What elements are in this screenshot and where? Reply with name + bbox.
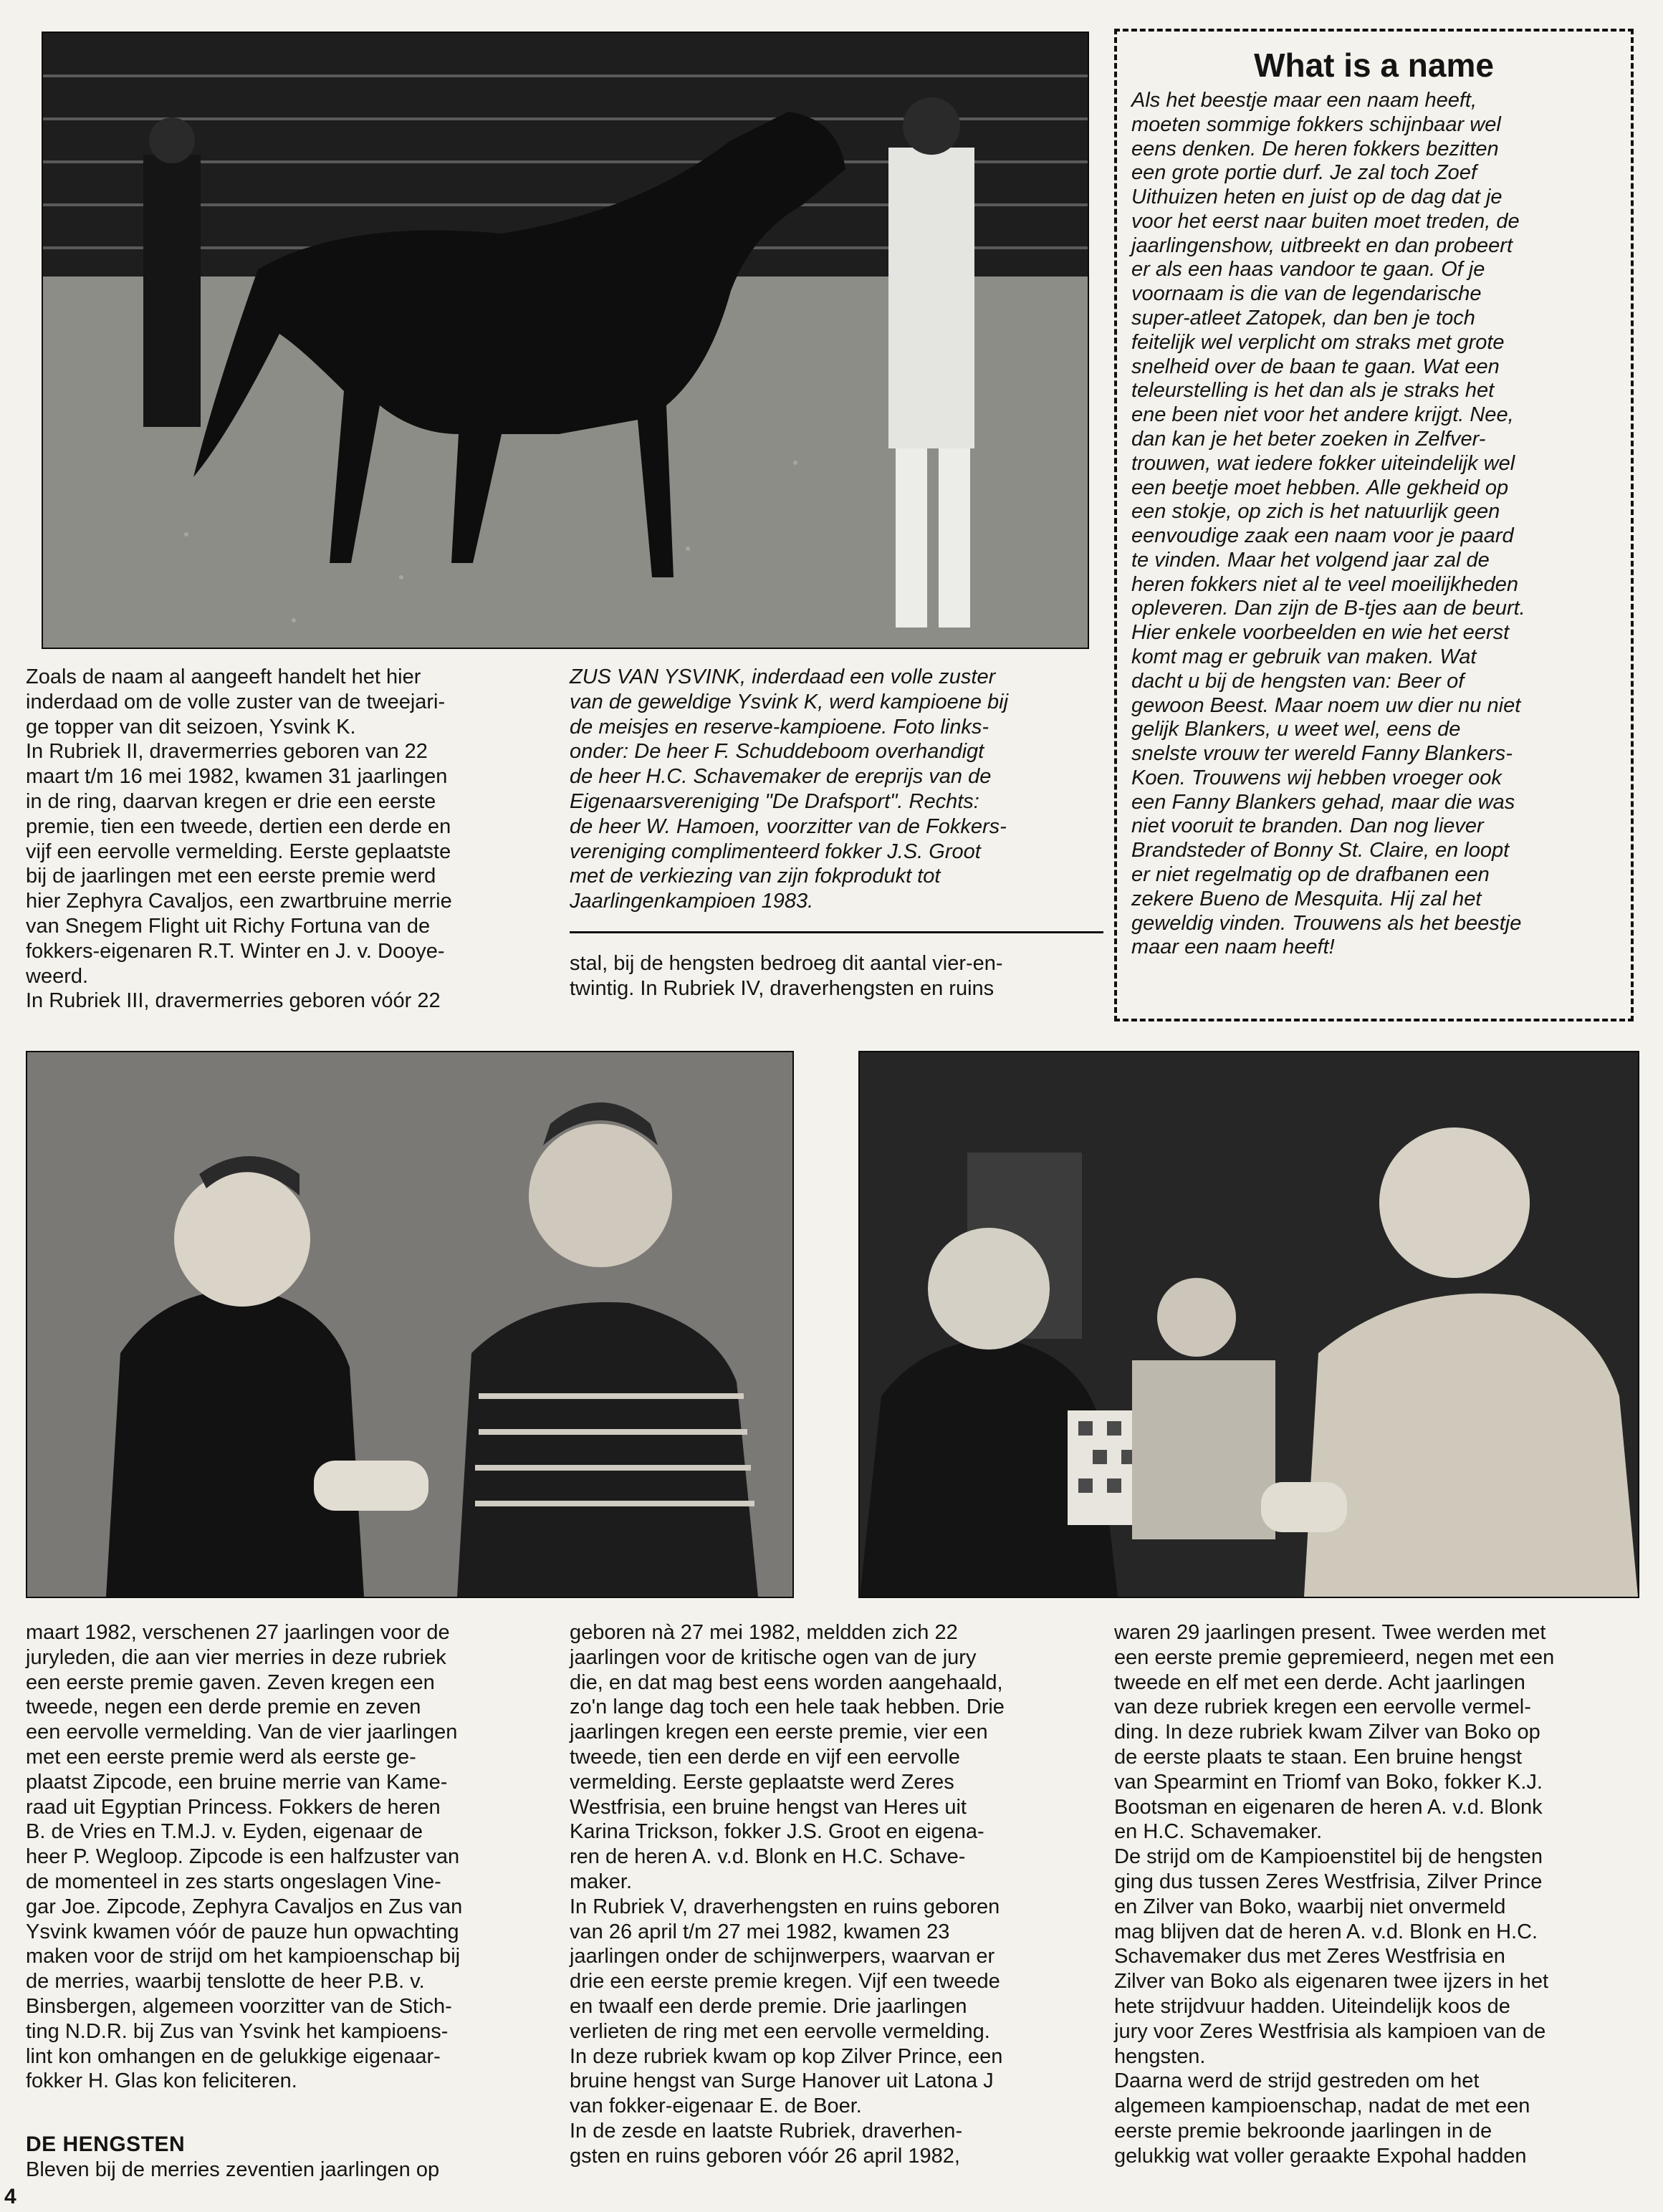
article-col1-bottom bbox=[26, 1620, 550, 2094]
photo-presentation-right bbox=[858, 1051, 1639, 1598]
article-col2-top bbox=[570, 951, 1103, 1001]
sidebar-title: What is a name bbox=[1254, 47, 1494, 84]
article-col3-bottom-text: waren 29 jaarlingen present. Twee werden met een eerste premie gepremieerd, negen met een tweede en elf met een derde. Acht jaarlingen van deze rubriek kregen een eervolle vermel- ding. In deze rubriek kwam Zilver van Boko op de eerste plaats te staan. Een bruine hengst van Spearmint en Triomf van Boko, fokker K.J. Bootsman en eigenaren de heren A. v.d. Blonk en H.C. Schavemaker. De strijd om de Kampioenstitel bij de hengsten ging dus tussen Zeres Westfrisia, Zilver Prince en Zilver van Boko, waarbij niet onvermeld mag blijven dat de heren A. v.d. Blonk en H.C. Schavemaker dus met Zeres Westfrisia en Zilver van Boko als eigenaren twee ijzers in het hete strijdvuur hadden. Uiteindelijk koos de jury voor Zeres Westfrisia als kampioen van de hengsten. Daarna werd de strijd gestreden om het algemeen kampioenschap, nadat de met een eerste premie bekroonde jaarlingen in de gelukkig wat voller geraakte Expohal hadden bbox=[1114, 1621, 1555, 2168]
sidebar-what-is-a-name bbox=[1114, 29, 1634, 1021]
article-col1-bottom-text: maart 1982, verschenen 27 jaarlingen voor de juryleden, die aan vier merries in deze rubriek een eerste premie gaven. Zeven kregen een tweede, negen een derde premie en zeven een eervolle vermelding. Van de vier jaarlingen met een eerste premie werd als eerste ge- plaatst Zipcode, een bruine merrie van Kame- raad uit Egyptian Princess. Fokkers de heren B. de Vries en T.M.J. v. Eyden, eigenaar de heer P. Wegloop. Zipcode is een halfzuster van de momenteel in zes starts ongeslagen Vine- gar Joe. Zipcode, Zephyra Cavaljos en Zus van Ysvink kwamen vóór de pauze hun opwachting maken voor de strijd om het kampioenschap bij de merries, waarbij tenslotte de heer P.B. v. Binsbergen, algemeen voorzitter van de Stich- ting N.D.R. bij Zus van Ysvink het kampioens- lint kon omhangen en de gelukkige eigenaar- fokker H. Glas kon feliciteren. bbox=[26, 1621, 463, 2093]
section-heading-hengsten: DE HENGSTEN bbox=[26, 2132, 186, 2156]
photo-caption bbox=[570, 665, 1103, 914]
photo-horse-ring bbox=[42, 32, 1089, 649]
caption-divider bbox=[570, 931, 1103, 933]
article-col1-top-text: Zoals de naam al aangeeft handelt het hier inderdaad om de volle zuster van de tweejari- ge topper van dit seizoen, Ysvink K. In Rubriek II, dravermerries geboren van 22 maart t/m 16 mei 1982, kwamen 31 jaarlingen in de ring, daarvan kregen er drie een eerste premie, tien een tweede, dertien een derde en vijf een eervolle vermelding. Eerste geplaatste bij de jaarlingen met een eerste premie werd hier Zephyra Cavaljos, een zwartbruine merrie van Snegem Flight uit Richy Fortuna van de fokkers-eigenaren R.T. Winter en J. v. Dooye- weerd. In Rubriek III, dravermerries geboren vóór 22 bbox=[26, 665, 452, 1013]
article-col2-bottom bbox=[570, 1620, 1103, 2169]
photo-handshake-left bbox=[26, 1051, 794, 1598]
page-number: 4 bbox=[4, 2185, 16, 2208]
article-col1-end bbox=[26, 2158, 550, 2183]
article-col1-end-text: Bleven bij de merries zeventien jaarlingen op bbox=[26, 2158, 440, 2181]
article-col3-bottom bbox=[1114, 1620, 1639, 2169]
photo-caption-text: ZUS VAN YSVINK, inderdaad een volle zuster van de geweldige Ysvink K, werd kampioene bij de meisjes en reserve-kampioene. Foto links- onder: De heer F. Schuddeboom overhandigt de heer H.C. Schavemaker de ereprijs van de Eigenaarsvereniging "De Drafsport". Rechts: de heer W. Hamoen, voorzitter van de Fokkers- vereniging complimenteerd fokker J.S. Groot met de verkiezing van zijn fokprodukt tot Jaarlingenkampioen 1983. bbox=[570, 665, 1009, 913]
article-col2-top-text: stal, bij de hengsten bedroeg dit aantal vier-en- twintig. In Rubriek IV, draverhengsten en ruins bbox=[570, 952, 1003, 1000]
sidebar-body: Als het beestje maar een naam heeft, moeten sommige fokkers schijnbaar wel eens denken. De heren fokkers bezitten een grote portie durf. Je zal toch Zoef Uithuizen heten en juist op de dag dat je voor het eerst naar buiten moet treden, de jaarlingenshow, uitbreekt en dan probeert er als een haas vandoor te gaan. Of je voornaam is die van de legendarische super-atleet Zatopek, dan ben je toch feitelijk wel verplicht om straks met grote snelheid over de baan te gaan. Wat een teleurstelling is het dan als je straks het ene been niet voor het andere krijgt. Nee, dan kan je het beter zoeken in Zelfver- trouwen, wat iedere fokker uiteindelijk wel een beetje moet hebben. Alle gekheid op een stokje, op zich is het natuurlijk geen eenvoudige zaak een naam voor je paard te vinden. Maar het volgend jaar zal de heren fokkers niet al te veel moeilijkheden opleveren. Dan zijn de B-tjes aan de beurt. Hier enkele voorbeelden en wie het eerst komt mag er gebruik van maken. Wat dacht u bij de hengsten van: Beer of gewoon Beest. Maar noem uw dier nu niet gelijk Blankers, u weet wel, eens de snelste vrouw ter wereld Fanny Blankers- Koen. Trouwens wij hebben vroeger ook een Fanny Blankers gehad, maar die was niet vooruit te branden. Dan nog liever Brandsteder of Bonny St. Claire, en loopt er niet regelmatig op de drafbanen een zekere Bueno de Mesquita. Hij zal het geweldig vinden. Trouwens als het beestje maar een naam heeft! bbox=[1131, 89, 1525, 959]
article-col1-top bbox=[26, 665, 550, 1014]
article-col2-bottom-text: geboren nà 27 mei 1982, meldden zich 22 jaarlingen voor de kritische ogen van de jury die, en dat mag best eens worden aangehaald, zo'n lange dag toch een hele taak hebben. Drie jaarlingen kregen een eerste premie, vier een tweede, tien een derde en vijf een eervolle vermelding. Eerste geplaatste werd Zeres Westfrisia, een bruine hengst van Heres uit Karina Trickson, fokker J.S. Groot en eigena- ren de heren A. v.d. Blonk en H.C. Schave- maker. In Rubriek V, draverhengsten en ruins geboren van 26 april t/m 27 mei 1982, kwamen 23 jaarlingen onder de schijnwerpers, waarvan er drie een eerste premie kregen. Vijf een tweede en twaalf een derde premie. Drie jaarlingen verlieten de ring met een eervolle vermelding. In deze rubriek kwam op kop Zilver Prince, een bruine hengst van Surge Hanover uit Latona J van fokker-eigenaar E. de Boer. In de zesde en laatste Rubriek, draverhen- gsten en ruins geboren vóór 26 april 1982, bbox=[570, 1621, 1005, 2168]
